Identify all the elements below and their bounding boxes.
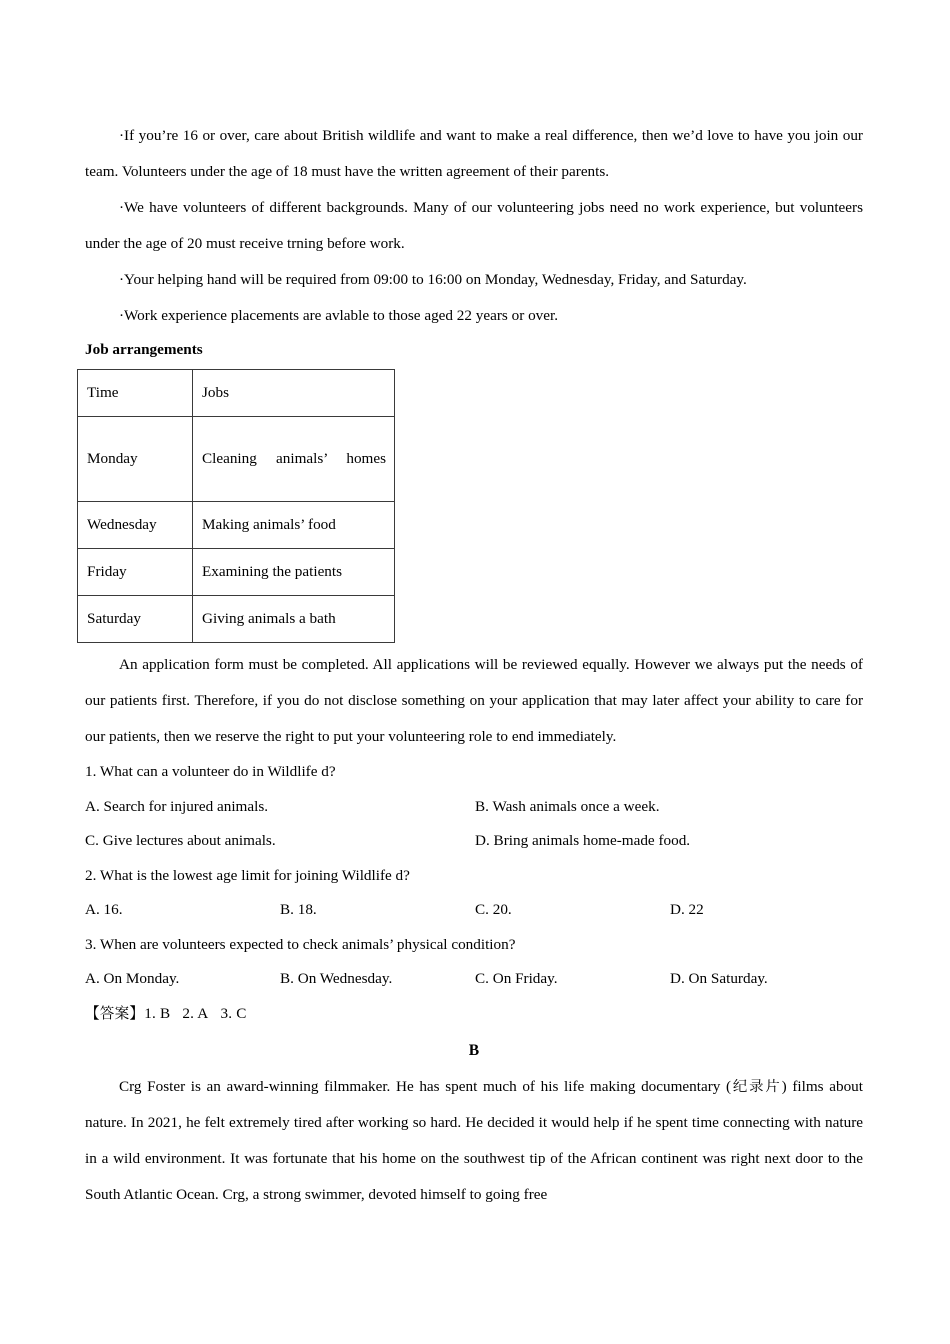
question-1-option-c[interactable]: C. Give lectures about animals. bbox=[85, 832, 276, 849]
passage-bullet-1: ·If you’re 16 or over, care about British wildlife and want to make a real difference, then we’d love to have you join our team. Volunteers under the age of 18 must have the written agreement of their parents. bbox=[85, 127, 863, 180]
job-word-1: Cleaning bbox=[202, 450, 257, 467]
question-2-option-c[interactable]: C. 20. bbox=[475, 901, 512, 918]
answer-label: 【答案】 bbox=[85, 1004, 145, 1022]
passage-bullet-2: ·We have volunteers of different backgrounds. Many of our volunteering jobs need no work experience, but volunteers under the age of 20 must receive trning before work. bbox=[85, 199, 863, 252]
question-3-stem: 3. When are volunteers expected to check animals’ physical condition? bbox=[85, 935, 516, 953]
answer-item-3: 3. C bbox=[220, 1004, 247, 1022]
page-content bbox=[85, 118, 863, 1213]
question-2-option-a[interactable]: A. 16. bbox=[85, 901, 123, 918]
table-cell-time-monday: Monday bbox=[78, 417, 193, 502]
job-arrangements-heading: Job arrangements bbox=[85, 341, 203, 358]
question-2-option-d[interactable]: D. 22 bbox=[670, 901, 704, 918]
passage-closing-paragraph: An application form must be completed. All applications will be reviewed equally. However we always put the needs of our patients first. Therefore, if you do not disclose something on your application that may later affect your ability to care for our patients, then we reserve the right to put your volunteering role to end immediately. bbox=[85, 656, 863, 745]
question-2-stem: 2. What is the lowest age limit for joining Wildlife d? bbox=[85, 866, 410, 884]
question-3-option-b[interactable]: B. On Wednesday. bbox=[280, 970, 393, 987]
table-cell-time-saturday: Saturday bbox=[78, 596, 193, 643]
question-1-option-b[interactable]: B. Wash animals once a week. bbox=[475, 797, 660, 815]
passage-bullet-3: ·Your helping hand will be required from 09:00 to 16:00 on Monday, Wednesday, Friday, and Saturday. bbox=[119, 271, 747, 288]
section-letter-heading: B bbox=[468, 1042, 480, 1059]
passage-b-paragraph bbox=[85, 1069, 863, 1213]
question-1-option-d[interactable]: D. Bring animals home-made food. bbox=[475, 832, 691, 849]
question-1-stem: 1. What can a volunteer do in Wildlife d? bbox=[85, 763, 336, 780]
question-3-option-a[interactable]: A. On Monday. bbox=[85, 970, 180, 987]
table-header-jobs: Jobs bbox=[193, 370, 395, 417]
table-row bbox=[78, 370, 395, 417]
job-word-2: animals’ bbox=[276, 450, 328, 467]
passage-b-cjk-term: 纪录片 bbox=[731, 1079, 782, 1095]
question-1-options-row-2 bbox=[85, 824, 863, 859]
question-1-option-a[interactable]: A. Search for injured animals. bbox=[85, 797, 269, 815]
table-cell-job-saturday: Giving animals a bath bbox=[193, 596, 395, 643]
table-row bbox=[78, 502, 395, 549]
table-row bbox=[78, 596, 395, 643]
passage-b-text-before: Crg Foster is an award-winning filmmaker. He has spent much of his life making documentary ( bbox=[119, 1078, 732, 1095]
table-cell-time-friday: Friday bbox=[78, 549, 193, 596]
answer-item-2: 2. A bbox=[182, 1004, 209, 1022]
question-1-options-row-1 bbox=[85, 790, 863, 825]
question-2-options-row bbox=[85, 893, 863, 928]
table-header-time: Time bbox=[78, 370, 193, 417]
passage-b-text-after: ) films about nature. In 2021, he felt extremely tired after working so hard. He decided it would help if he spent time connecting with nature in a wild environment. It was fortunate that his home on the southwest tip of the African continent was right next door to the South Atlantic Ocean. Crg, a strong swimmer, devoted himself to going free bbox=[85, 1078, 863, 1203]
table-cell-time-wednesday: Wednesday bbox=[78, 502, 193, 549]
table-row bbox=[78, 417, 395, 502]
job-arrangements-table bbox=[77, 369, 395, 643]
table-cell-job-wednesday: Making animals’ food bbox=[193, 502, 395, 549]
answer-item-1: 1. B bbox=[144, 1004, 171, 1022]
table-cell-job-friday: Examining the patients bbox=[193, 549, 395, 596]
table-cell-job-monday bbox=[193, 417, 395, 502]
question-2-option-b[interactable]: B. 18. bbox=[280, 901, 317, 918]
passage-bullet-4: ·Work experience placements are avlable to those aged 22 years or over. bbox=[119, 307, 559, 324]
answer-key-line bbox=[85, 997, 863, 1032]
question-3-option-c[interactable]: C. On Friday. bbox=[475, 970, 558, 987]
question-3-option-d[interactable]: D. On Saturday. bbox=[670, 970, 768, 987]
job-word-3: homes bbox=[346, 450, 387, 467]
question-3-options-row bbox=[85, 962, 863, 997]
table-row bbox=[78, 549, 395, 596]
